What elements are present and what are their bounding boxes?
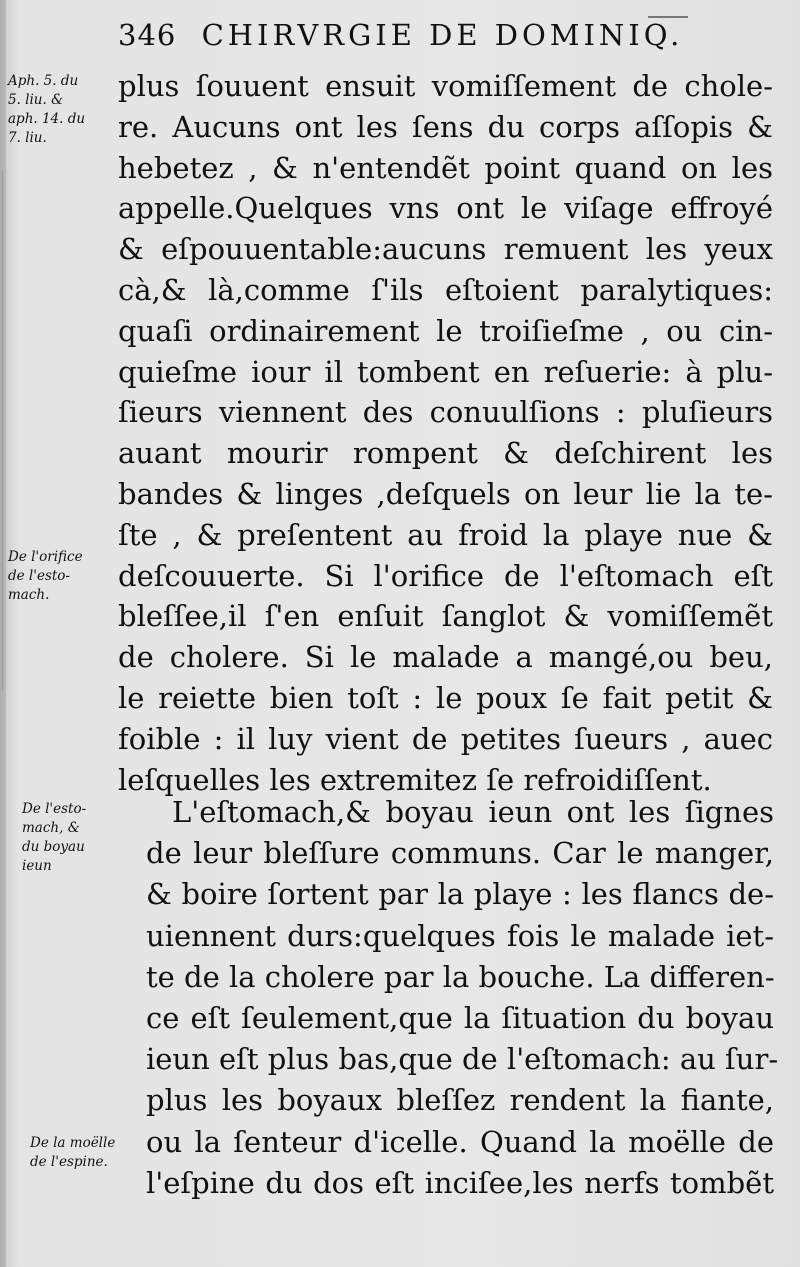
margin-note-orifice: [8, 548, 83, 605]
text-line: ou la ſenteur d'icelle. Quand la moëlle de: [146, 1124, 774, 1159]
margin-note-line: de l'espine.: [30, 1154, 108, 1170]
text-line: leſquelles les extremitez ſe refroidiſſent.: [118, 762, 712, 797]
text-line: auant mourir rompent & deſchirent les: [118, 436, 773, 471]
margin-note-line: mach.: [8, 587, 50, 603]
text-line: de cholere. Si le malade a mangé,ou beu,: [118, 640, 773, 675]
text-line: re. Aucuns ont les ſens du corps aſſopis &: [118, 109, 773, 144]
text-line: ſieurs viennent des conuulſions : pluſieurs: [118, 395, 773, 430]
text-line: uiennent durs:quelques fois le malade iet-: [146, 918, 774, 953]
text-line: bandes & linges ,deſquels on leur lie la te-: [118, 476, 773, 511]
margin-note-line: du boyau: [22, 839, 85, 855]
margin-note-line: de l'esto-: [8, 568, 70, 584]
margin-note-line: 5. liu. &: [8, 92, 64, 108]
text-line: cà,& là,comme ſ'ils eſtoient paralytiques:: [118, 272, 773, 307]
margin-note-line: De la moëlle: [30, 1135, 116, 1151]
text-line: foible : il luy vient de petites ſueurs , auec: [118, 721, 773, 756]
text-line: L'eſtomach,& boyau ieun ont les ſignes: [172, 795, 774, 829]
text-line: hebetez , & n'entendẽt point quand on les: [118, 150, 773, 185]
text-line: deſcouuerte. Si l'orifice de l'eſtomach eſt: [118, 558, 773, 593]
text-line: & eſpouuentable:aucuns remuent les yeux: [118, 232, 773, 267]
margin-note-estomach: [22, 800, 86, 876]
text-line: quieſme iour il tombent en reſuerie: à plu-: [118, 354, 773, 389]
text-line: de leur bleſſure communs. Car le manger,: [146, 836, 774, 871]
margin-note-line: aph. 14. du: [8, 111, 86, 127]
body-text-upper: [118, 66, 773, 800]
text-line: le reiette bien toſt : le poux ſe fait petit &: [118, 680, 773, 715]
text-line: plus les boyaux bleſſez rendent la fiante,: [146, 1083, 774, 1118]
text-line: ce eſt ſeulement,que la ſituation du boyau: [146, 1000, 774, 1035]
text-line: quaſi ordinairement le troiſieſme , ou cin-: [118, 313, 773, 348]
margin-note-aphorisms: [8, 72, 85, 148]
margin-note-line: mach, &: [22, 820, 80, 836]
gutter-rule: [2, 170, 3, 690]
gutter-shadow: [0, 0, 6, 1267]
text-line: ſte , & preſentent au froid la playe nue &: [118, 517, 773, 552]
margin-note-moelle: [30, 1134, 115, 1172]
running-title: CHIRVRGIE DE DOMINIQ.: [201, 18, 684, 52]
body-text-lower: [146, 792, 779, 1204]
text-line: l'eſpine du dos eſt inciſee,les nerfs tombẽt: [146, 1165, 774, 1200]
text-line: bleſſee,il ſ'en enſuit ſanglot & vomiſſemẽt: [118, 599, 773, 634]
margin-note-line: Aph. 5. du: [8, 73, 79, 89]
text-line: ieun eſt plus bas,que de l'eſtomach: au ſur-: [146, 1042, 779, 1077]
text-line: & boire ſortent par la playe : les flancs de-: [146, 877, 774, 912]
page-number: 346: [118, 18, 177, 52]
text-line: te de la cholere par la bouche. La differen-: [146, 959, 775, 994]
margin-note-line: De l'orifice: [8, 549, 83, 565]
margin-note-line: 7. liu.: [8, 130, 47, 146]
margin-note-line: De l'esto-: [22, 801, 87, 817]
margin-note-line: ieun: [22, 858, 52, 874]
text-line: plus ſouuent ensuit vomiſſement de chole-: [118, 69, 773, 103]
text-line: appelle.Quelques vns ont le viſage effroyé: [118, 191, 773, 226]
running-header: [118, 18, 768, 64]
